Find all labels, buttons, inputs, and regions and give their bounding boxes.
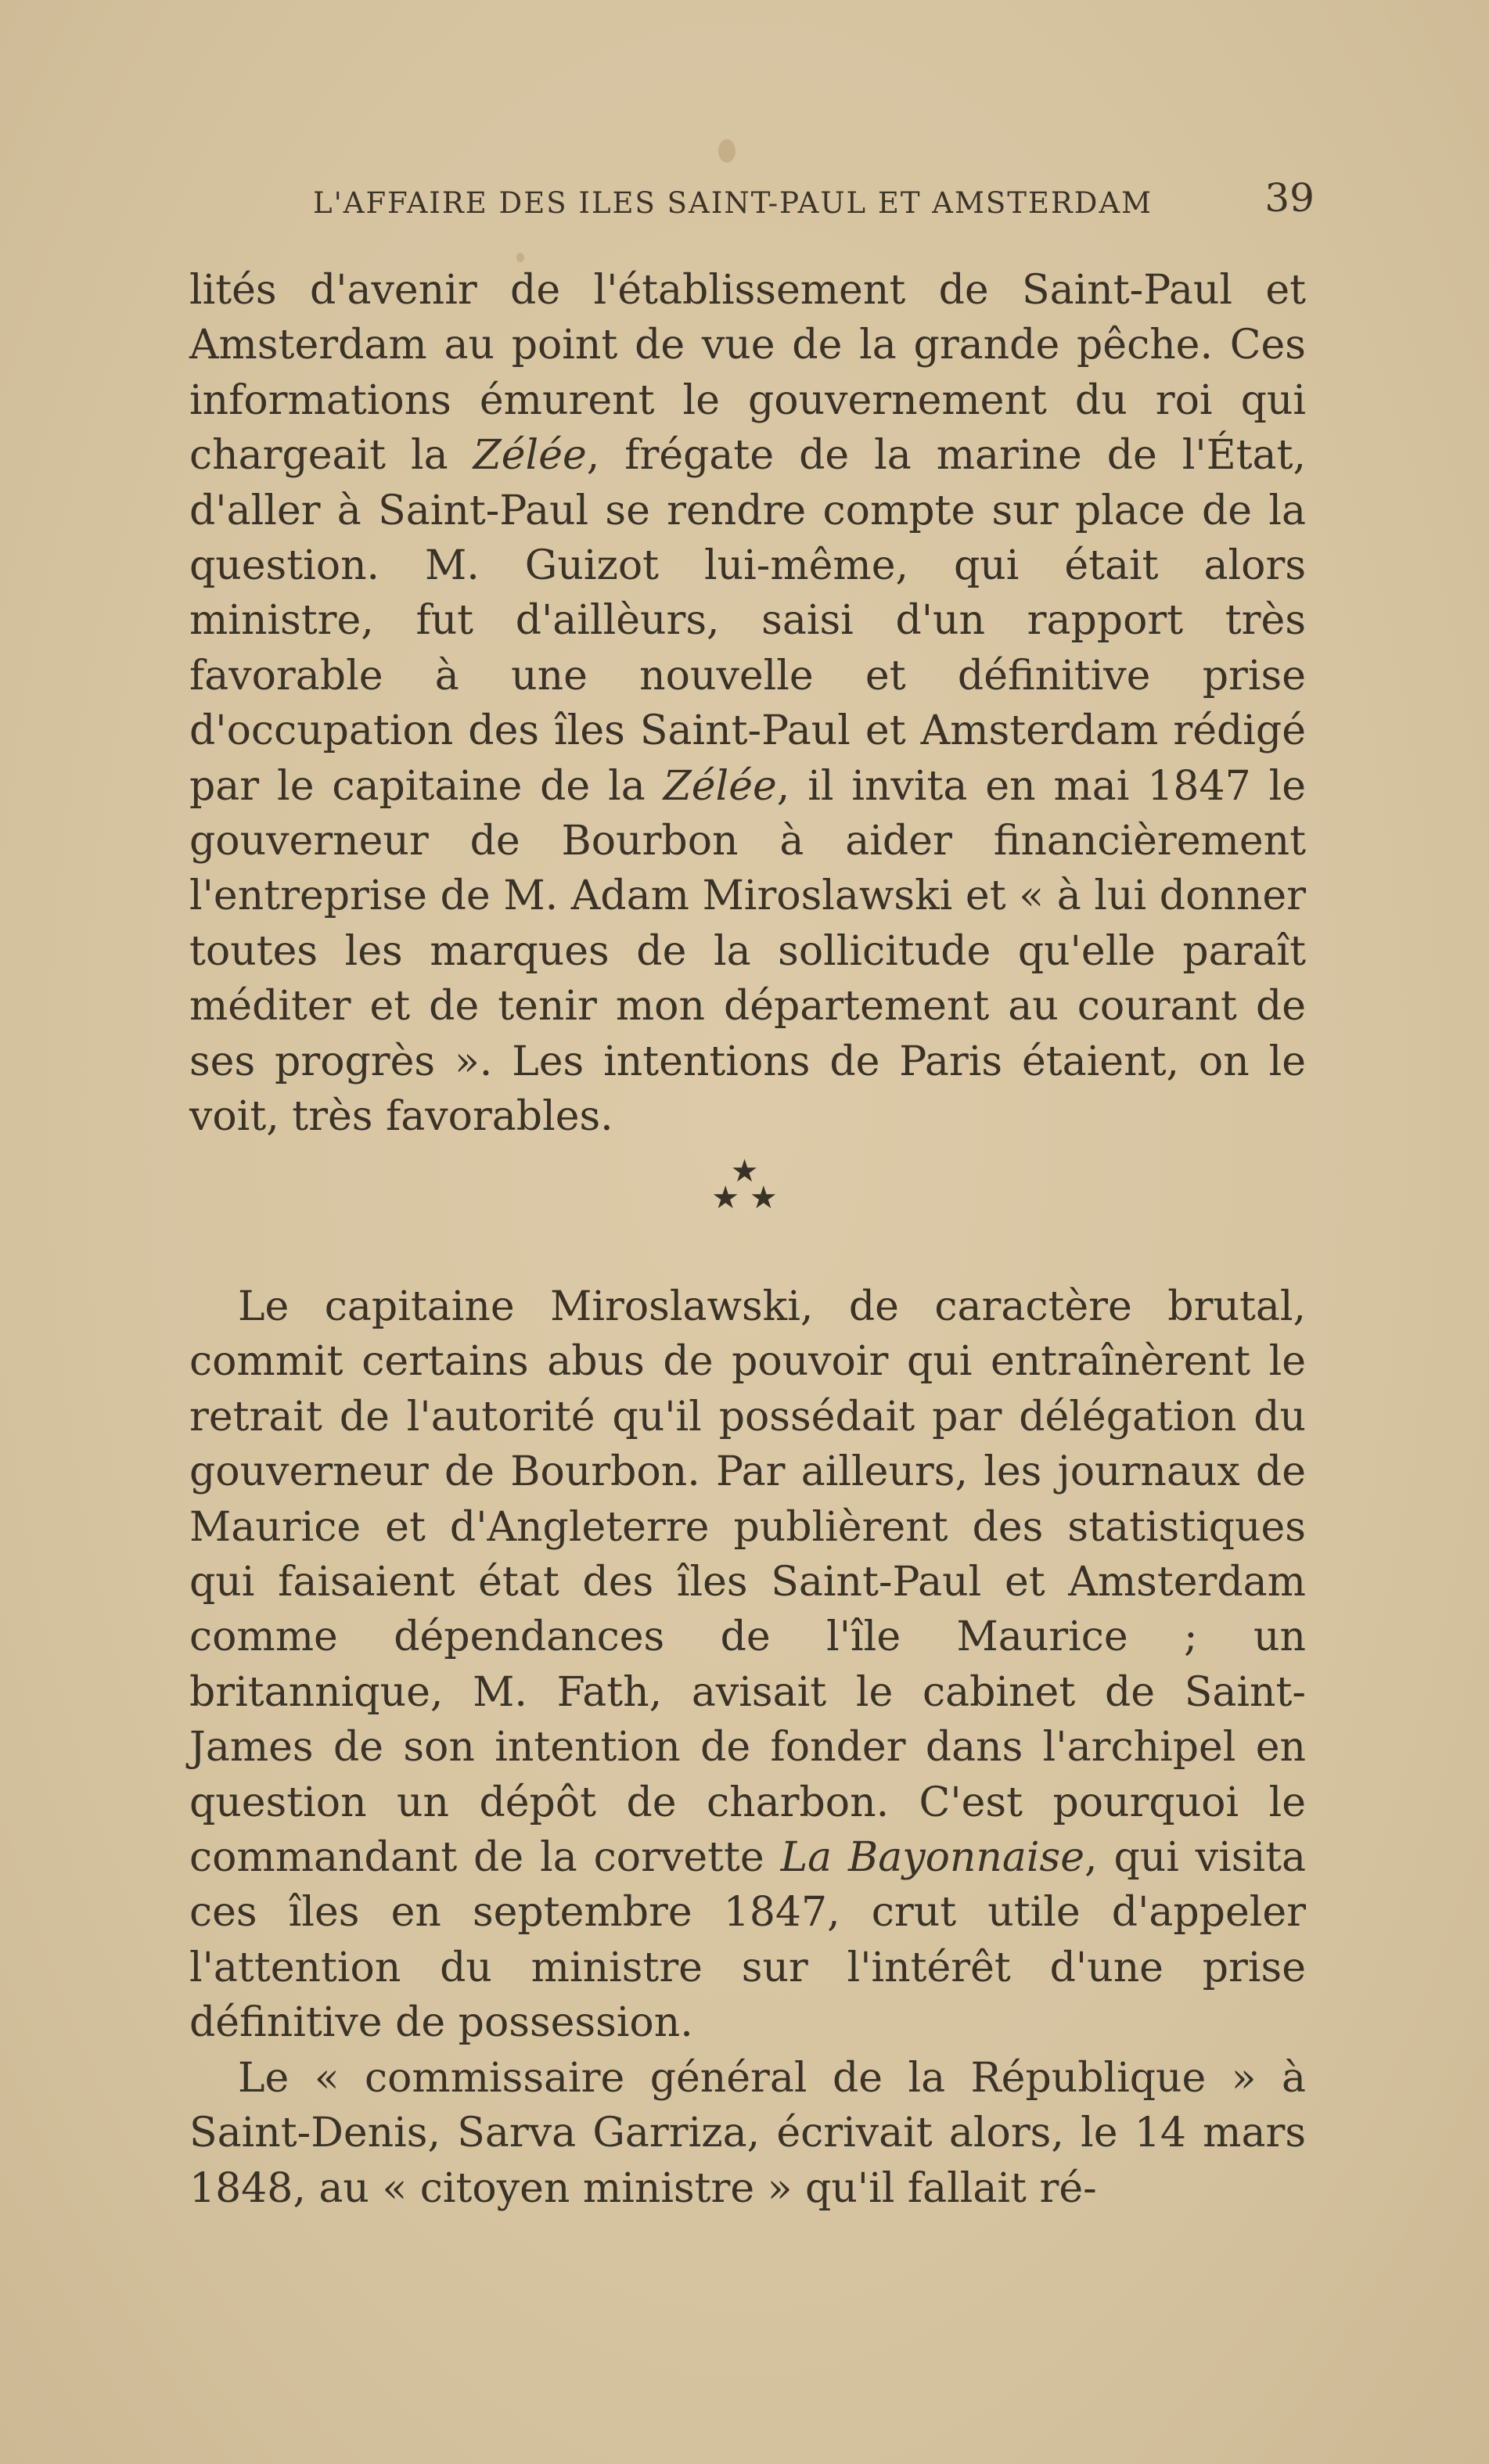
paper-stain xyxy=(516,253,524,262)
separator-star-icon: ★ xyxy=(730,1153,759,1189)
paragraph: Le « commissaire général de la République » à Saint-Denis, Sarva Garriza, écrivait alors, le 14 mars 1848, au « citoyen ministre » qu'il fallait ré- xyxy=(189,2054,1306,2212)
paragraph: Le capitaine Miroslawski, de caractère brutal, commit certains abus de pouvoir qui entraînèrent le retrait de l'autorité qu'il possédait par délégation du gouverneur de Bourbon. Par ailleurs, les journaux de Maurice et d'Angleterre publièrent des statistiques qui faisaient état des îles Saint-Paul et Amsterdam comme dépendances de l'île Maurice ; un britannique, M. Fath, avisait le cabinet de Saint-James de son intention de fonder dans l'archipel en question un dépôt de charbon. C'est pourquoi le commandant de la corvette La Bayonnaise, qui visita ces îles en septembre 1847, crut utile d'appeler l'attention du ministre sur l'intérêt d'une prise définitive de possession. xyxy=(189,1283,1306,2047)
paragraph: lités d'avenir de l'établissement de Saint-Paul et Amsterdam au point de vue de la grande pêche. Ces informations émurent le gouvernement du roi qui chargeait la Zélée, frégate de la marine de l'État, d'aller à Saint-Paul se rendre compte sur place de la question. M. Guizot lui-même, qui était alors ministre, fut d'aillèurs, saisi d'un rapport très favorable à une nouvelle et définitive prise d'occupation des îles Saint-Paul et Amsterdam rédigé par le capitaine de la Zélée, il invita en mai 1847 le gouverneur de Bourbon à aider financièrement l'entreprise de M. Adam Miroslawski et « à lui donner toutes les marques de la sollicitude qu'elle paraît méditer et de tenir mon département au courant de ses progrès ». Les intentions de Paris étaient, on le voit, très favorables. xyxy=(189,267,1306,1141)
text-block-2 xyxy=(189,1279,1306,2216)
text-block-1 xyxy=(189,263,1306,1145)
ship-name: Zélée xyxy=(473,432,587,480)
page-number: 39 xyxy=(1264,175,1315,221)
running-title: L'AFFAIRE DES ILES SAINT-PAUL ET AMSTERDAM xyxy=(313,186,1153,220)
separator-star-icon: ★ ★ xyxy=(711,1180,778,1216)
ship-name: Zélée xyxy=(663,762,777,810)
ship-name: La Bayonnaise xyxy=(780,1834,1084,1882)
section-separator xyxy=(0,1153,1489,1216)
paper-stain xyxy=(718,139,736,163)
page-header xyxy=(188,174,1315,236)
